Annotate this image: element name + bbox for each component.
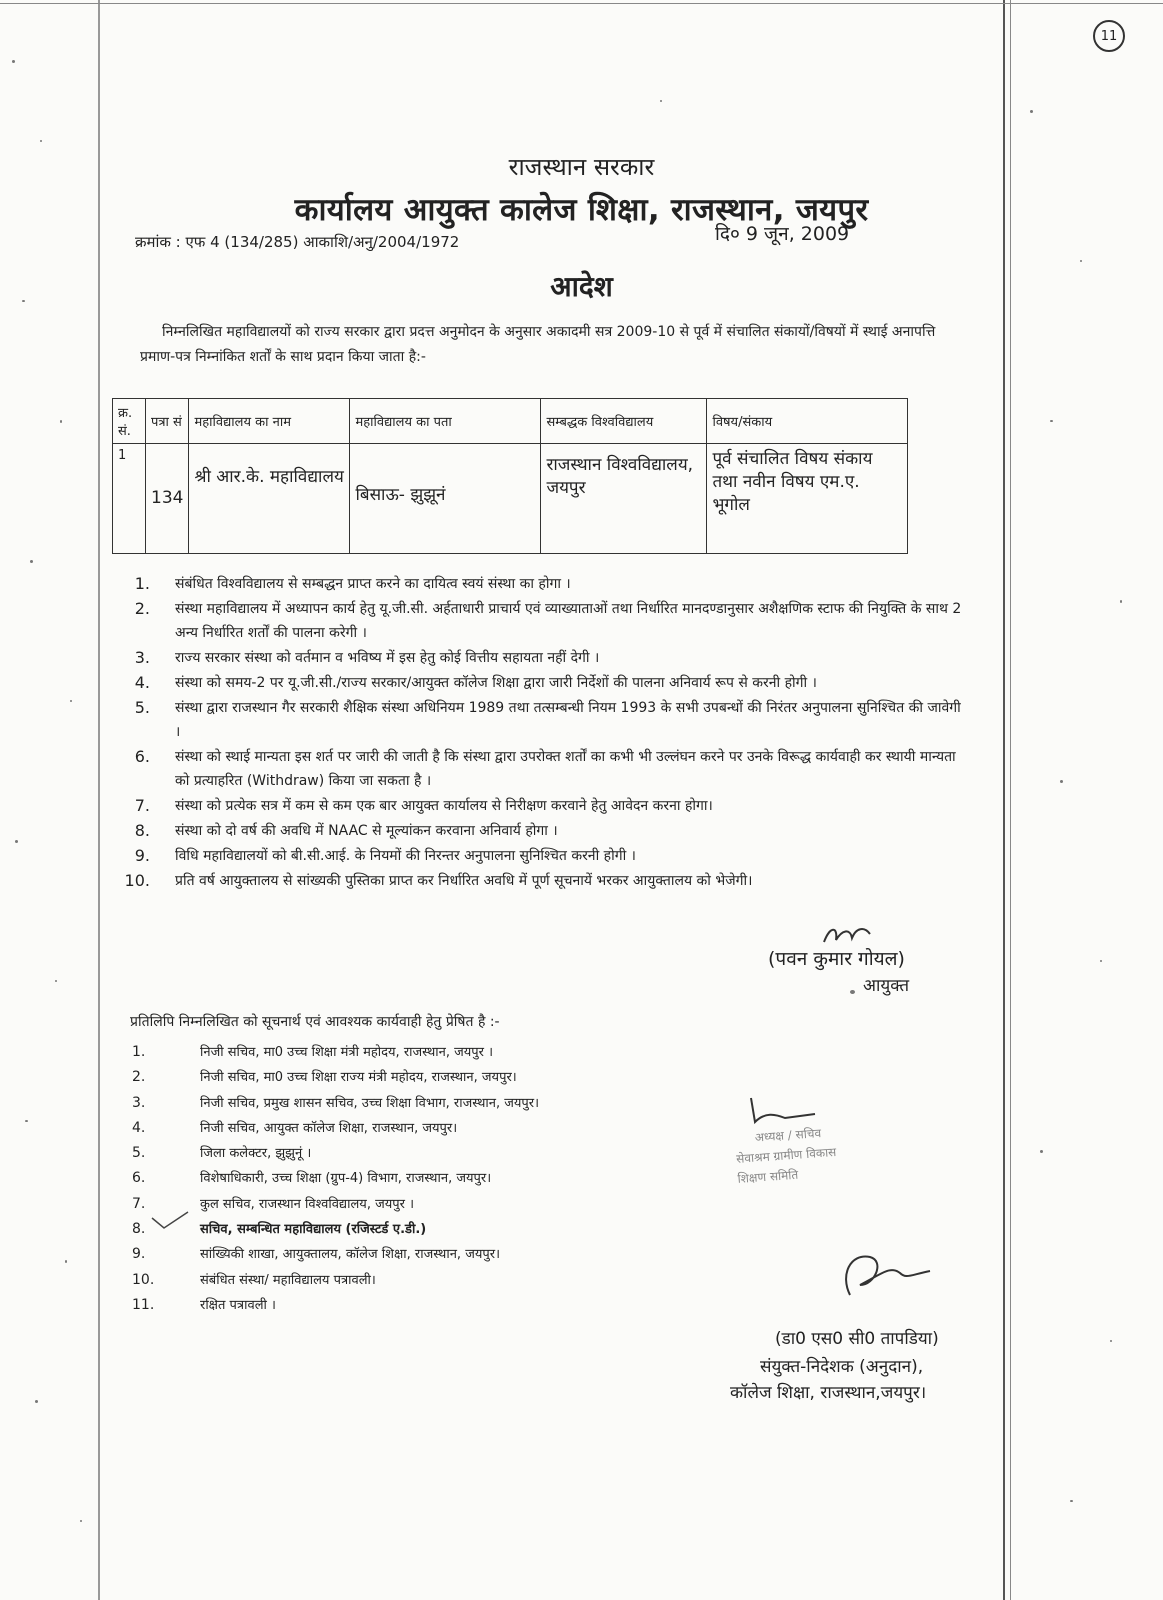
conditions-list xyxy=(120,572,970,894)
header-file-no: पत्रा सं xyxy=(146,399,189,444)
list-item xyxy=(120,745,970,793)
list-item xyxy=(120,794,970,818)
condition-number: 9. xyxy=(134,846,150,865)
condition-text: राज्य सरकार संस्था को वर्तमान व भविष्य में इस हेतु कोई वित्तीय सहायता नहीं देगी । xyxy=(175,650,600,666)
list-item xyxy=(132,1192,752,1217)
list-item xyxy=(120,646,970,670)
header-serial: क्र. सं. xyxy=(113,399,146,444)
recipient-number: 1. xyxy=(132,1044,146,1060)
condition-number: 10. xyxy=(124,871,150,890)
condition-text: संस्था को प्रत्येक सत्र में कम से कम एक बार आयुक्त कार्यालय से निरीक्षण करवाने हेतु आवेदन करना होगा। xyxy=(175,798,713,814)
list-item xyxy=(132,1065,752,1090)
stamp-line-2: सेवाश्रम ग्रामीण विकास xyxy=(735,1144,837,1166)
recipient-number: 3. xyxy=(132,1094,146,1111)
list-item xyxy=(132,1116,752,1141)
check-mark-icon xyxy=(150,1210,190,1232)
table-header-row xyxy=(113,399,908,444)
final-signatory-designation: संयुक्त-निदेशक (अनुदान), xyxy=(760,1357,924,1377)
copy-recipients-list xyxy=(132,1040,752,1318)
recipient-text: निजी सचिव, प्रमुख शासन सचिव, उच्च शिक्षा विभाग, राजस्थान, जयपुर। xyxy=(200,1095,540,1111)
scan-line-left xyxy=(98,0,100,1600)
page-number: 11 xyxy=(1093,20,1125,52)
condition-number: 4. xyxy=(134,673,150,692)
intro-paragraph: निम्नलिखित महाविद्यालयों को राज्य सरकार द्वारा प्रदत्त अनुमोदन के अनुसार अकादमी सत्र 2009-10 से पूर्व में संचालित संकायों/विषयों में स्थाई अनापत्ति प्रमाण-पत्र निम्नांकित शर्तों के साथ प्रदान किया जाता है:- xyxy=(140,324,936,365)
recipient-number: 8. xyxy=(132,1221,146,1238)
condition-text: संस्था को स्थाई मान्यता इस शर्त पर जारी की जाती है कि संस्था द्वारा उपरोक्त शर्तों का कभी भी उल्लंघन करने पर उनके विरूद्ध कार्यवाही कर स्थायी मान्यता को प्रत्याहरित (Withdraw) किया जा सकता है । xyxy=(175,749,956,789)
recipient-number: 4. xyxy=(132,1119,146,1136)
cell-university: राजस्थान विश्वविद्यालय, जयपुर xyxy=(541,444,707,554)
list-item xyxy=(132,1242,752,1267)
government-name: राजस्थान सरकार xyxy=(508,153,655,181)
condition-text: संस्था महाविद्यालय में अध्यापन कार्य हेतु यू.जी.सी. अर्हताधारी प्राचार्य एवं व्याख्याताओं तथा निर्धारित मानदण्डानुसार अशैक्षणिक स्टाफ की नियुक्ति के साथ 2 अन्य निर्धारित शर्तों की पालना करेगी । xyxy=(175,601,962,641)
list-item xyxy=(132,1040,752,1065)
copy-heading: प्रतिलिपि निम्नलिखित को सूचनार्थ एवं आवश्यक कार्यवाही हेतु प्रेषित है :- xyxy=(130,1014,500,1030)
list-item xyxy=(132,1268,752,1293)
condition-number: 1. xyxy=(134,574,150,593)
signatory-name: (पवन कुमार गोयल) xyxy=(768,948,905,970)
cell-serial: 1 xyxy=(113,444,146,554)
condition-text: संबंधित विश्वविद्यालय से सम्बद्धन प्राप्त करने का दायित्व स्वयं संस्था का होगा । xyxy=(175,576,571,592)
recipient-number: 7. xyxy=(132,1195,146,1212)
cell-file-no xyxy=(146,444,189,554)
header-subject: विषय/संकाय xyxy=(707,399,908,444)
recipient-text: संबंधित संस्था/ महाविद्यालय पत्रावली। xyxy=(200,1272,376,1288)
recipient-text: सचिव, सम्बन्धित महाविद्यालय (रजिस्टर्ड ए.डी.) xyxy=(200,1222,427,1238)
header-college-address: महाविद्यालय का पता xyxy=(350,399,541,444)
stamp-line-1: अध्यक्ष / सचिव xyxy=(754,1126,822,1145)
scan-line-right-1 xyxy=(1003,0,1005,1600)
recipient-number: 5. xyxy=(132,1145,146,1162)
recipient-number: 9. xyxy=(132,1246,146,1263)
condition-text: विधि महाविद्यालयों को बी.सी.आई. के नियमों की निरन्तर अनुपालना सुनिश्चित करनी होगी । xyxy=(175,848,636,864)
condition-number: 5. xyxy=(134,698,150,717)
list-item xyxy=(132,1293,752,1318)
cell-college-name: श्री आर.के. महाविद्यालय xyxy=(189,444,350,554)
institution-stamp xyxy=(734,1115,938,1189)
condition-number: 6. xyxy=(134,747,150,766)
recipient-text: जिला कलेक्टर, झुझुनूं । xyxy=(200,1146,312,1162)
cell-college-address: बिसाऊ- झुझूनं xyxy=(350,444,541,554)
recipient-text: निजी सचिव, मा0 उच्च शिक्षा मंत्री महोदय, राजस्थान, जयपुर । xyxy=(200,1045,494,1060)
list-item xyxy=(120,696,970,744)
college-table xyxy=(112,398,908,554)
order-date: दि० 9 जून, 2009 xyxy=(715,223,850,245)
list-item xyxy=(120,597,970,645)
reference-number: क्रमांक : एफ 4 (134/285) आकाशि/अनु/2004/1972 xyxy=(135,233,460,251)
scan-line-top xyxy=(0,3,1163,4)
cell-subject: पूर्व संचालित विषय संकाय तथा नवीन विषय एम.ए. भूगोल xyxy=(707,444,908,554)
recipient-text: विशेषाधिकारी, उच्च शिक्षा (ग्रुप-4) विभाग, राजस्थान, जयपुर। xyxy=(200,1171,492,1187)
condition-text: प्रति वर्ष आयुक्तालय से सांख्यकी पुस्तिका प्राप्त कर निर्धारित अवधि में पूर्ण सूचनायें भरकर आयुक्तालय को भेजेगी। xyxy=(175,873,753,889)
condition-number: 2. xyxy=(134,599,150,618)
list-item xyxy=(120,819,970,843)
scan-line-right-2 xyxy=(1010,0,1011,1600)
recipient-text: कुल सचिव, राजस्थान विश्वविद्यालय, जयपुर । xyxy=(200,1196,415,1212)
recipient-number: 10. xyxy=(132,1271,155,1288)
joint-director-signature xyxy=(830,1245,940,1305)
header-college-name: महाविद्यालय का नाम xyxy=(189,399,350,444)
list-item xyxy=(132,1217,752,1242)
condition-text: संस्था को समय-2 पर यू.जी.सी./राज्य सरकार/आयुक्त कॉलेज शिक्षा द्वारा जारी निर्देशों की पालना अनिवार्य रूप से करनी होगी । xyxy=(175,675,817,691)
list-item xyxy=(132,1166,752,1191)
recipient-text: रक्षित पत्रावली । xyxy=(200,1297,276,1313)
office-name: कार्यालय आयुक्त कालेज शिक्षा, राजस्थान, जयपुर xyxy=(294,192,869,228)
recipient-text: सांख्यिकी शाखा, आयुक्तालय, कॉलेज शिक्षा, राजस्थान, जयपुर। xyxy=(200,1247,501,1263)
list-item xyxy=(120,844,970,868)
recipient-text: निजी सचिव, मा0 उच्च शिक्षा राज्य मंत्री महोदय, राजस्थान, जयपुर। xyxy=(200,1070,517,1086)
condition-number: 7. xyxy=(134,796,150,815)
list-item xyxy=(132,1141,752,1166)
stamp-line-3: शिक्षण समिति xyxy=(737,1167,799,1186)
recipient-number: 2. xyxy=(132,1069,146,1086)
recipient-text: निजी सचिव, आयुक्त कॉलेज शिक्षा, राजस्थान, जयपुर। xyxy=(200,1120,458,1136)
list-item xyxy=(120,671,970,695)
file-no-value: 134 xyxy=(151,488,184,508)
recipient-number: 6. xyxy=(132,1170,146,1187)
signatory-designation: आयुक्त xyxy=(863,976,910,996)
table-row xyxy=(113,444,908,554)
recipient-number: 11. xyxy=(132,1296,155,1313)
condition-text: संस्था को दो वर्ष की अवधि में NAAC से मूल्यांकन करवाना अनिवार्य होगा । xyxy=(175,823,558,839)
condition-number: 3. xyxy=(134,648,150,667)
header-university: सम्बद्धक विश्वविद्यालय xyxy=(541,399,707,444)
condition-text: संस्था द्वारा राजस्थान गैर सरकारी शैक्षिक संस्था अधिनियम 1989 तथा तत्सम्बन्धी नियम 1993 के सभी उपबन्धों की निरंतर अनुपालना सुनिश्चित की जावेगी । xyxy=(175,700,961,740)
list-item xyxy=(120,869,970,893)
final-signatory-name: (डा0 एस0 सी0 तापडिया) xyxy=(775,1329,939,1349)
list-item xyxy=(120,572,970,596)
final-signatory-office: कॉलेज शिक्षा, राजस्थान,जयपुर। xyxy=(730,1383,927,1403)
order-title: आदेश xyxy=(550,270,613,303)
condition-number: 8. xyxy=(134,821,150,840)
list-item xyxy=(132,1091,752,1116)
